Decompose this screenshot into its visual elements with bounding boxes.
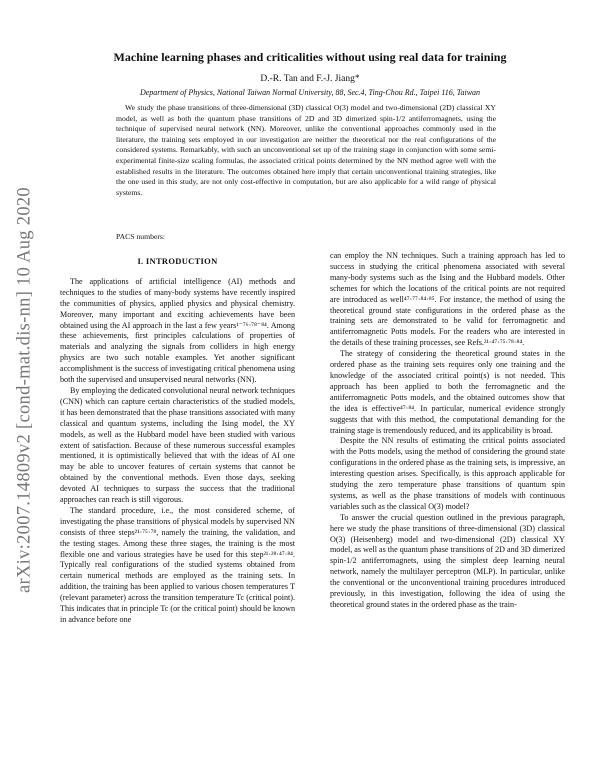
paragraph: The standard procedure, i.e., the most considered scheme, of investigating the phase transitions of physical models by supervised NN consists of three steps²¹·⁷⁵·⁷⁸, namely the training, the validation, and the testing stages. Among these three stages, the training is the most flexible one and various strategies have be used for this step²¹·²⁸·⁴⁷·⁸⁴. Typically real configurations of the studied systems obtained from certain numerical methods are employed as the training sets. In addition, the training has been applied to various chosen temperatures T (relevant parameter) across the transition temperature Tc (critical point). This indicates that in principle Tc (or the critical point) should be known in advance before one — [60, 505, 295, 624]
paragraph: can employ the NN techniques. Such a training approach has led to success in studying the critical phenomena associated with several many-body systems such as the Ising and the Hubbard models. Other schemes for which the locations of the critical points are not required are introduced as well⁴⁷·⁷⁷·⁸⁴·⁸⁵. For instance, the method of using the theoretical ground state configurations in the ordered phase as the training sets are demonstrated to be valid for ferromagnetic and antiferromagnetic Potts models. For the readers who are interested in the details of these training processes, see Refs.²¹·⁴⁷·⁷⁵·⁷⁸·⁸⁴. — [330, 251, 565, 348]
paper-authors: D.-R. Tan and F.-J. Jiang* — [260, 74, 360, 84]
arxiv-identifier — [6, 160, 44, 620]
section-heading-introduction: I. INTRODUCTION — [137, 256, 218, 266]
abstract: We study the phase transitions of three-dimensional (3D) classical O(3) model and two-dimensional (2D) classical XY model, as well as both the quantum phase transitions of 2D and 3D dimerized spin-1/2 antiferromagnets, using the technique of supervised neural network (NN). Moreover, unlike the conventional approaches commonly used in the literature, the training sets employed in our investigation are neither the theoretical nor the real configurations of the considered systems. Remarkably, with such an unconventional set up of the training stage in conjunction with some semi-experimental finite-size scaling formulas, the associated critical points determined by the NN method agree well with the established results in the literature. The outcomes obtained here imply that certain unconventional training strategies, like the one used in this study, are not only cost-effective in computation, but are also applicable for a wild range of physical systems. — [116, 103, 496, 197]
paper-title: Machine learning phases and criticalities without using real data for training — [113, 50, 507, 64]
pacs-numbers: PACS numbers: — [116, 232, 166, 241]
paragraph: To answer the crucial question outlined in the previous paragraph, here we study the phase transitions of three-dimensional (3D) classical O(3) (Heisenberg) model and two-dimensional (2D) classical XY model, as well as the quantum phase transitions of 2D and 3D dimerized spin-1/2 antiferromagnets, using the simplest deep learning neural network, namely the multilayer perceptron (MLP). In particular, unlike the conventional or the unconventional training procedures introduced previously, in this investigation, following the idea of using the theoretical ground states in the ordered phase as the train- — [330, 512, 565, 609]
arxiv-id-text: arXiv:2007.14809v2 [cond-mat.dis-nn] 10 Aug 2020 — [14, 187, 35, 593]
right-column — [330, 251, 565, 611]
paragraph: Despite the NN results of estimating the critical points associated with the Potts models, using the method of considering the ground state configurations in the ordered phase as the training sets, is impressive, an interesting question arises. Specifically, is this approach applicable for studying the zero temperature phase transitions of quantum spin systems, as well as the phase transitions of models with continuous variables such as the classical O(3) model? — [330, 436, 565, 511]
left-column — [60, 252, 295, 626]
paragraph: The applications of artificial intelligence (AI) methods and techniques to the studies of many-body systems have recently inspired the communities of physics, applied physics and physical chemistry. Moreover, many important and exciting achievements have been obtained using the AI approach in the last a few years¹⁻⁷⁶·⁷⁸⁻⁸⁴. Among these achievements, first principles calculations of properties of materials and analyzing the signals from colliders in high energy physics are two such notable examples. Yet another significant accomplishment is the success of investigating critical phenomena using both the supervised and unsupervised neural networks (NN). — [60, 276, 295, 385]
paragraph: The strategy of considering the theoretical ground states in the ordered phase as the training sets requires only one training and the knowledge of the associated critical point(s) is not needed. This approach has been applied to both the ferromagnetic and the antiferromagnetic Potts models, and the obtained outcomes show that the idea is effective⁴⁷·⁸⁴. In particular, numerical evidence strongly suggests that with this method, the computational demanding for the training stage is tremendously reduced, and its applicability is broad. — [330, 349, 565, 435]
author-affiliation: Department of Physics, National Taiwan Normal University, 88, Sec.4, Ting-Chou Rd., Taipei 116, Taiwan — [139, 88, 481, 97]
paragraph: By employing the dedicated convolutional neural network techniques (CNN) which can capture certain characteristics of the studied models, it has been demonstrated that the phase transitions associated with many classical and quantum systems, including the Ising model, the XY models, as well as the Hubbard model have been studied with various extent of satisfaction. Because of these numerous successful examples mentioned, it is optimistically believed that with the ideas of AI one may be able to uncover features of certain systems that cannot be obtained by the conventional methods. Even those days, seeking devoted AI techniques to surpass the success that the traditional approaches can reach is still vigorous. — [60, 385, 295, 505]
